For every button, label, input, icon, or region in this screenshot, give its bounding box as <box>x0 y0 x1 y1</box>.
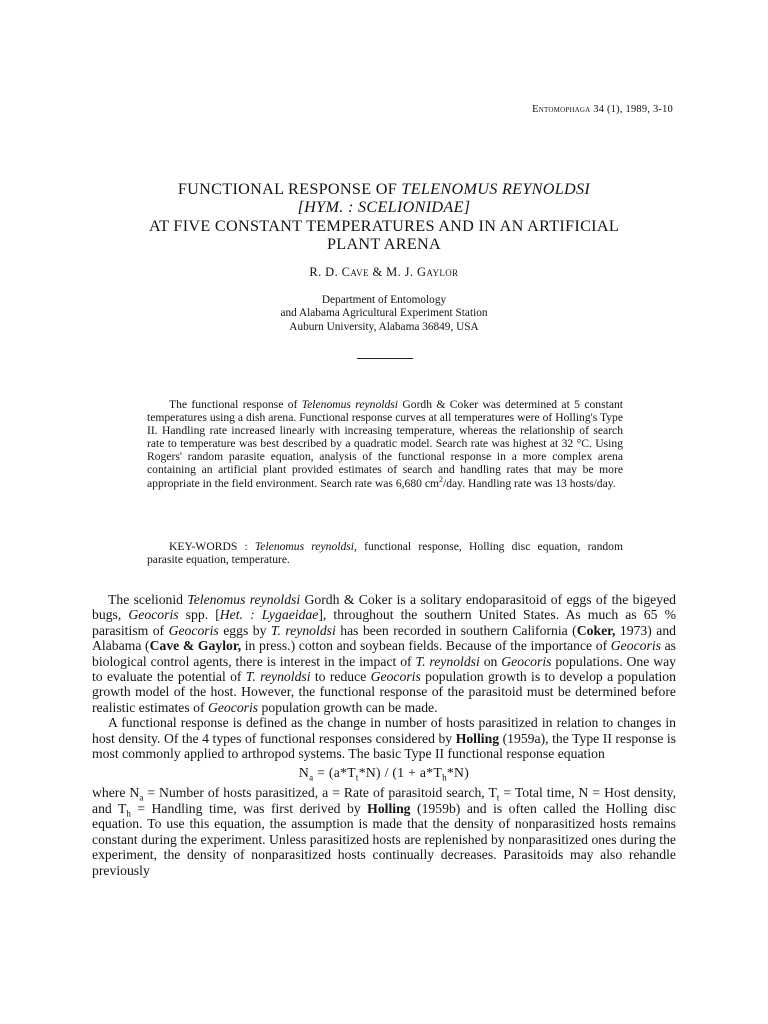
affiliation-line: Auburn University, Alabama 36849, USA <box>289 320 479 333</box>
italic-term: Telenomus reynoldsi <box>187 592 301 607</box>
italic-term: T. reynoldsi <box>245 669 311 685</box>
authors: R. D. Cave & M. J. Gaylor <box>309 265 459 279</box>
abstract <box>147 398 623 490</box>
subscript: h <box>442 773 447 784</box>
abstract-text: /day. Handling rate was 13 hosts/day. <box>443 476 616 490</box>
title-line-3: AT FIVE CONSTANT TEMPERATURES AND IN AN ARTIFICIAL <box>148 216 620 235</box>
journal-name: Entomophaga <box>532 104 591 115</box>
abstract-text: The functional response of <box>169 398 302 411</box>
italic-term: Het. : Lygaeidae <box>219 607 319 623</box>
keywords-species: Telenomus reynoldsi <box>254 540 355 553</box>
article-title <box>92 180 676 254</box>
running-head <box>532 104 673 115</box>
keywords-label: KEY-WORDS : <box>169 540 255 553</box>
citation-author: Cave & Gaylor, <box>149 638 242 654</box>
subscript: a <box>309 773 314 784</box>
subscript: h <box>126 808 131 819</box>
separator-rule <box>357 358 413 359</box>
paragraph: A functional response is defined as the change in number of hosts parasitized in relation to changes in host density. Of the 4 types of functional responses considered by Holling (1959a), the Type II response is most commonly applied to arthropod systems. The basic Type II functional response equation <box>92 715 676 762</box>
title-line-2 <box>92 198 676 216</box>
title-line-1 <box>92 180 676 198</box>
citation-author: Holling <box>455 730 500 746</box>
affiliation-line: Department of Entomology <box>321 294 447 306</box>
keywords <box>147 540 623 567</box>
italic-term: T. reynoldsi <box>270 622 336 638</box>
body-text <box>92 592 676 878</box>
title-text-1: FUNCTIONAL RESPONSE OF <box>177 180 402 198</box>
italic-term: Geocoris <box>168 622 219 638</box>
italic-term: Geocoris <box>207 699 259 715</box>
abstract-text: Gordh & Coker was determined at 5 constant temperatures using a dish arena. Functional response curves at all temperatures were of Holling's Type II. Handling rate increased linearly with increasing temperature, whereas the relationship of search rate to temperature was best described by a quadratic model. Search rate was highest at 32 °C. Using Rogers' random parasite equation, analysis of the functional response in a more complex arena containing an artificial plant provided estimates of search and handling rates that may be more appropriate in the field environment. Search rate was 6,680 cm <box>147 398 623 490</box>
citation-author: Coker, <box>576 622 616 638</box>
italic-term: Geocoris <box>501 653 552 669</box>
equation: $N_a = (a*T_t*N) / (1 + a*T_h*N)$ <box>298 765 470 784</box>
affiliation-line: and Alabama Agricultural Experiment Station <box>280 307 488 320</box>
abstract-superscript: 2 <box>439 474 443 484</box>
italic-term: T. reynoldsi <box>415 653 480 669</box>
italic-term: Geocoris <box>370 669 421 685</box>
italic-term: Geocoris <box>610 638 661 654</box>
italic-term: Geocoris <box>128 607 179 623</box>
subscript: t <box>496 793 500 804</box>
paragraph: where $N_a$ = Number of hosts parasitized, a = Rate of parasitoid search, $T_t$ = Total time, N = Host density, and $T_h$ = Handling time, was first derived by Holling (1959b) and is often called the Holling disc equation. To use this equation, the assumption is made that the density of nonparasitized hosts remains constant during the experiment. Unless parasitized hosts are replenished by nonparasitized ones during the experiment, the density of nonparasitized hosts continually decreases. Parasitoids may also rehandle previously <box>92 785 677 878</box>
abstract-species: Telenomus reynoldsi <box>301 398 399 411</box>
title-taxon: [HYM. : SCELIONIDAE] <box>297 198 471 217</box>
journal-citation: 34 (1), 1989, 3-10 <box>593 104 673 115</box>
paragraph: The scelionid Telenomus reynoldsi Gordh & Coker is a solitary endoparasitoid of eggs of the bigeyed bugs, Geocoris spp. [Het. : Lygaeidae], throughout the southern United States. As much as 65 % parasitism of Geocoris eggs by T. reynoldsi has been recorded in southern California (Coker, 1973) and Alabama (Cave & Gaylor, in press.) cotton and soybean fields. Because of the importance of Geocoris as biological control agents, there is interest in the impact of T. reynoldsi on Geocoris populations. One way to evaluate the potential of T. reynoldsi to reduce Geocoris population growth is to develop a population growth model of the host. However, the functional response of the parasitoid must be determined before realistic estimates of Geocoris population growth can be made. <box>92 592 677 715</box>
affiliation <box>92 294 676 334</box>
abstract-paragraph <box>147 398 623 490</box>
title-species: TELENOMUS REYNOLDSI <box>401 180 591 198</box>
citation-author: Holling <box>367 800 411 816</box>
subscript: a <box>139 793 144 804</box>
subscript: t <box>355 773 359 784</box>
title-line-4: PLANT ARENA <box>326 235 442 254</box>
keywords-list: , functional response, Holling disc equation, random parasite equation, temperature. <box>147 540 623 567</box>
